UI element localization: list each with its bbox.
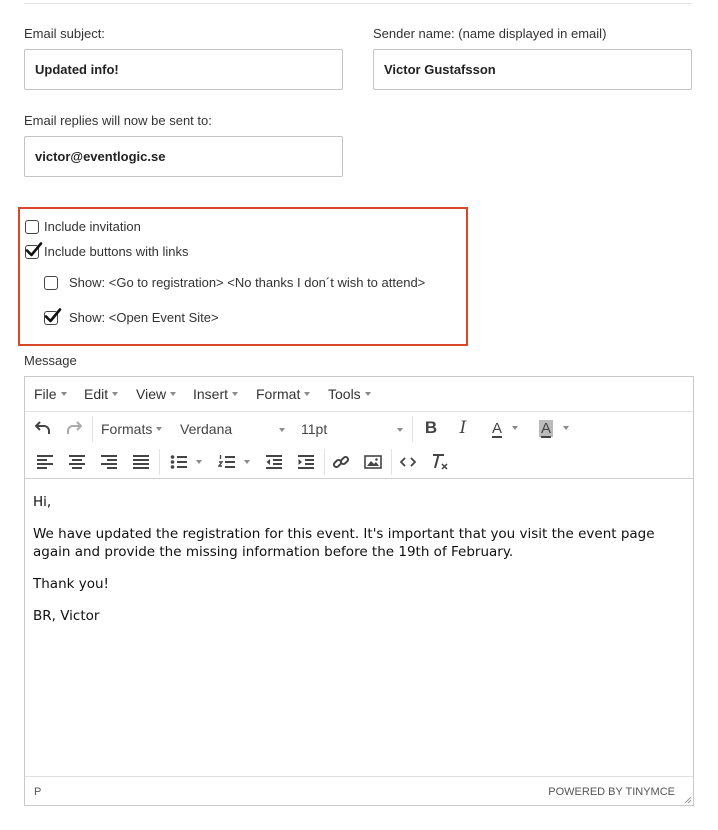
message-thanks: Thank you! [33,576,109,592]
editor-toolbar-row-2 [25,446,693,478]
sender-name-field[interactable] [373,49,692,90]
text-color-icon: A [491,419,502,437]
element-path[interactable]: P [34,786,42,798]
top-divider [24,3,692,4]
chevron-down-icon [365,392,371,396]
chevron-down-icon [563,426,569,430]
chevron-down-icon [61,392,67,396]
email-subject-field[interactable] [24,49,343,90]
sender-name-value: Victor Gustafsson [384,62,496,77]
bullet-list-button[interactable] [166,452,206,472]
align-justify-icon [132,454,150,470]
menu-insert-label: Insert [193,386,229,402]
font-size-dropdown[interactable] [301,421,403,437]
include-invitation-label: Include invitation [44,219,141,234]
align-right-icon [100,454,118,470]
menu-format-label: Format [256,386,301,402]
background-color-button[interactable] [534,417,574,439]
chevron-down-icon [397,428,403,432]
include-invitation-option[interactable] [25,219,141,234]
checkmark-icon [44,307,62,325]
redo-button[interactable] [64,418,84,438]
chevron-down-icon [304,392,310,396]
include-buttons-checkbox[interactable] [25,245,39,259]
outdent-icon [265,454,283,470]
align-left-button[interactable] [35,452,55,472]
insert-link-button[interactable] [331,452,351,472]
show-event-site-option[interactable] [44,310,219,325]
powered-by-link[interactable]: POWERED BY TINYMCE [548,786,675,798]
indent-button[interactable] [296,452,316,472]
redo-icon [66,420,82,436]
menu-format[interactable] [256,386,310,402]
menu-tools[interactable] [328,386,371,402]
formats-label: Formats [101,421,153,437]
toolbar-divider [391,449,392,475]
bold-icon: B [424,418,438,437]
text-color-button[interactable] [485,417,525,439]
menu-file-label: File [34,386,57,402]
menu-insert[interactable] [193,386,238,402]
font-family-dropdown[interactable] [180,421,285,437]
undo-icon [35,420,51,436]
reply-to-field[interactable] [24,136,343,177]
include-invitation-checkbox[interactable] [25,220,39,234]
undo-button[interactable] [33,418,53,438]
show-registration-checkbox[interactable] [44,276,58,290]
chevron-down-icon [279,428,285,432]
source-code-icon [399,454,417,470]
align-left-icon [36,454,54,470]
formats-dropdown[interactable] [101,421,162,437]
align-center-button[interactable] [67,452,87,472]
message-signoff: BR, Victor [33,608,100,624]
indent-icon [297,454,315,470]
numbered-list-button[interactable] [214,452,254,472]
chevron-down-icon [170,392,176,396]
editor-content-area[interactable] [25,478,693,778]
editor-menubar [25,377,693,412]
toolbar-divider [412,416,413,442]
show-registration-label: Show: <Go to registration> <No thanks I don´t wish to attend> [69,275,426,290]
show-registration-option[interactable] [44,275,425,290]
source-code-button[interactable] [397,452,419,472]
clear-formatting-button[interactable] [429,452,451,472]
insert-image-button[interactable] [363,452,383,472]
reply-to-value: victor@eventlogic.se [35,149,166,164]
link-icon [332,453,350,471]
toolbar-divider [324,449,325,475]
chevron-down-icon [156,427,162,431]
message-label: Message [24,353,77,368]
toolbar-divider [92,416,93,442]
editor-toolbar-row-1 [25,412,693,446]
show-event-site-checkbox[interactable] [44,311,58,325]
background-color-icon: A [540,419,551,437]
message-body: We have updated the registration for this event. It's important that you visit the event page again and provide the missing information before the 19th of February. [33,526,655,560]
clear-formatting-icon [430,453,450,471]
email-subject-value: Updated info! [35,62,119,77]
include-buttons-label: Include buttons with links [44,244,189,259]
chevron-down-icon [112,392,118,396]
chevron-down-icon [196,460,202,464]
show-event-site-label: Show: <Open Event Site> [69,310,219,325]
italic-icon: I [459,418,467,438]
italic-button[interactable] [453,417,473,439]
message-greeting: Hi, [33,494,52,510]
resize-handle-icon[interactable] [683,795,692,804]
include-buttons-option[interactable] [25,244,189,259]
menu-view[interactable] [136,386,176,402]
email-subject-label: Email subject: [24,26,105,41]
bullet-list-icon [170,454,188,470]
bold-button[interactable] [421,417,441,439]
reply-to-label: Email replies will now be sent to: [24,113,212,128]
align-justify-button[interactable] [131,452,151,472]
outdent-button[interactable] [264,452,284,472]
menu-tools-label: Tools [328,386,361,402]
align-center-icon [68,454,86,470]
menu-view-label: View [136,386,167,402]
font-family-value: Verdana [180,421,233,437]
align-right-button[interactable] [99,452,119,472]
image-icon [364,454,382,470]
menu-edit-label: Edit [84,386,109,402]
menu-file[interactable] [34,386,67,402]
editor-statusbar [25,776,693,805]
checkmark-icon [25,241,43,259]
numbered-list-icon [218,454,236,470]
font-size-value: 11pt [301,421,328,437]
sender-name-label: Sender name: (name displayed in email) [373,26,607,41]
menu-edit[interactable] [84,386,118,402]
chevron-down-icon [232,392,238,396]
chevron-down-icon [244,460,250,464]
toolbar-divider [159,449,160,475]
chevron-down-icon [512,426,518,430]
rich-text-editor [24,376,694,806]
